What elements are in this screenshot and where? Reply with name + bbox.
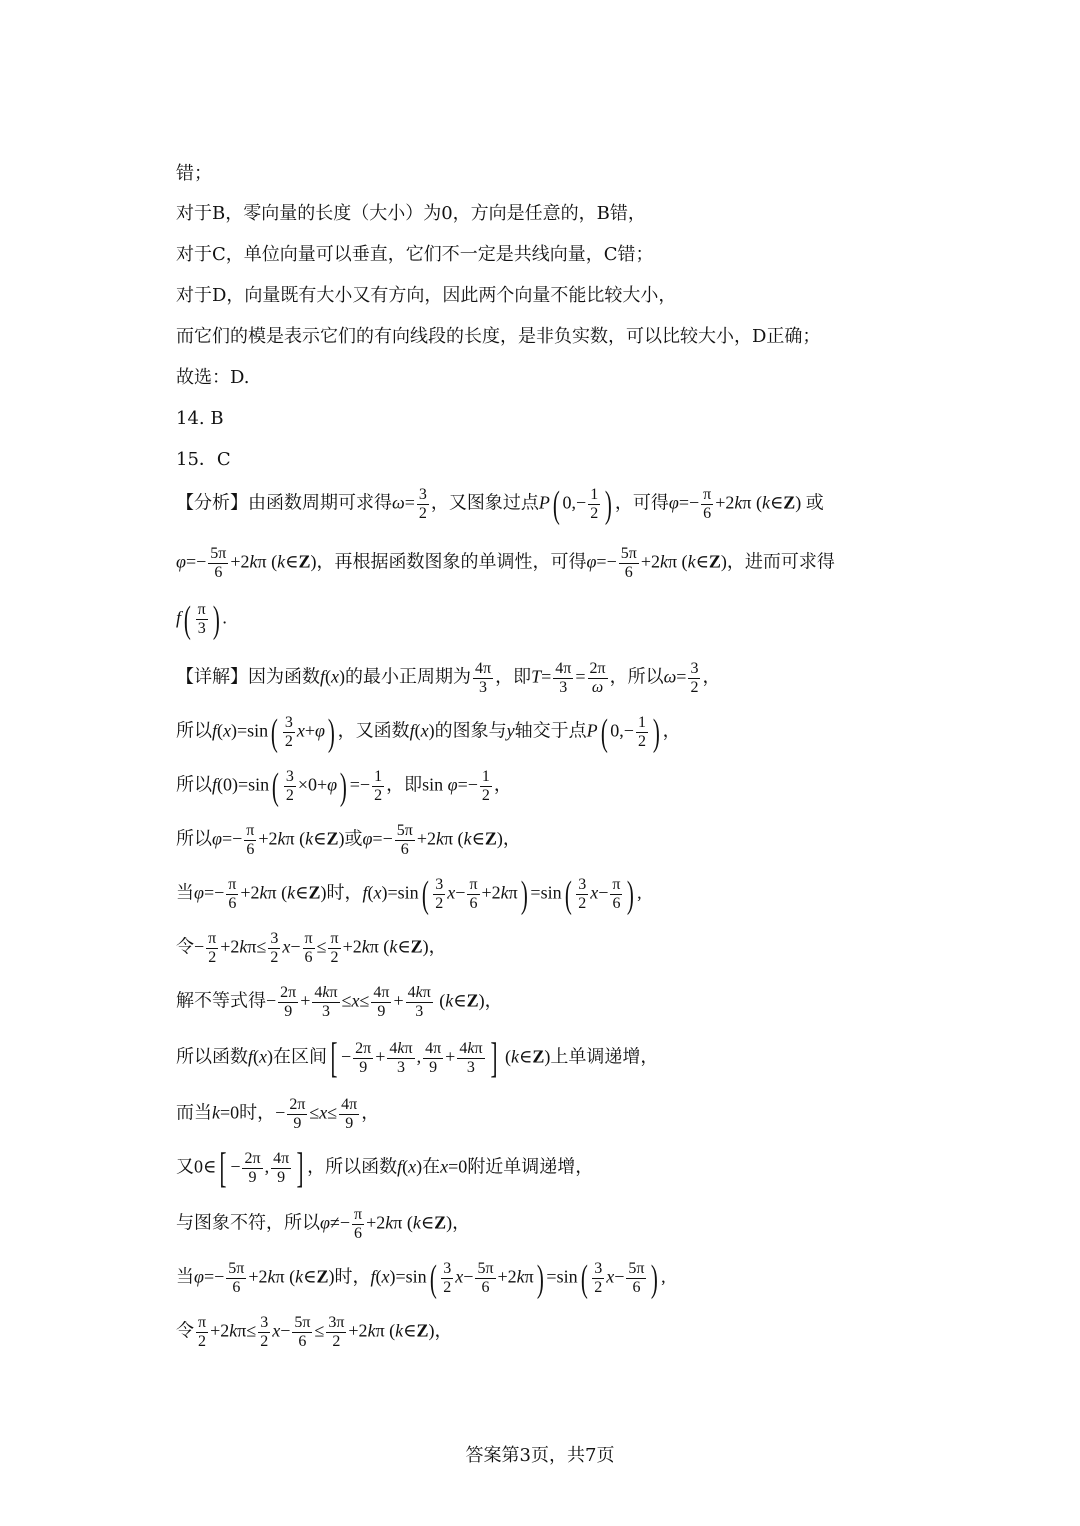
- detail-line-13: 令 $\frac{\pi}{2}$ +2kπ≤ $\frac{3}{2}$ x− $\frac{5\pi}{6}$ ≤ $\frac{3\pi}{2}$ +2kπ (k∈Z)，: [176, 1314, 453, 1350]
- line-text: 对于C，单位向量可以垂直，它们不一定是共线向量，C错；: [176, 244, 654, 265]
- detail-line-12: 当φ=− $\frac{5\pi}{6}$ +2kπ (k∈Z)时，f(x)=sin( $\frac{3}{2}$ x− $\frac{5\pi}{6}$ +2kπ) =sin( $\frac{3}{2}$ x− $\frac{5\pi}{6}$ ) ,: [176, 1257, 666, 1300]
- line-text: 错；: [176, 163, 212, 184]
- answer-14: [176, 407, 224, 431]
- text-line: [176, 284, 676, 308]
- text-line: [176, 325, 820, 349]
- line-text: 15．C: [176, 449, 231, 470]
- detail-line-6: 令− $\frac{\pi}{2}$ +2kπ≤ $\frac{3}{2}$ x− $\frac{\pi}{6}$ ≤ $\frac{\pi}{2}$ +2kπ (k∈Z)，: [176, 930, 447, 966]
- line-text: 对于D，向量既有大小又有方向，因此两个向量不能比较大小，: [176, 285, 677, 306]
- line-text: 14. B: [176, 408, 224, 429]
- answer-15: [176, 448, 231, 472]
- line-text: 对于B，零向量的长度（大小）为0，方向是任意的，B错，: [176, 203, 646, 224]
- detail-line-1: 【详解】因为函数f(x)的最小正周期为 $\frac{4\pi}{3}$ ，即T= $\frac{4\pi}{3}$ = $\frac{2\pi}{\omega}$ ，所以ω= $\frac{3}{2}$ ，: [176, 660, 721, 696]
- detail-line-5: 当φ=− $\frac{\pi}{6}$ +2kπ (k∈Z)时，f(x)=sin( $\frac{3}{2}$ x− $\frac{\pi}{6}$ +2kπ) =sin( $\frac{3}{2}$ x− $\frac{\pi}{6}$ ) ,: [176, 873, 642, 916]
- text-line: [176, 366, 250, 390]
- line-text: 故选：D.: [176, 367, 250, 388]
- detail-line-7: 解不等式得− $\frac{2\pi}{9}$ + $\frac{4k\pi}{3}$ ≤x≤ $\frac{4\pi}{9}$ + $\frac{4k\pi}{3}$ (k∈Z)，: [176, 984, 503, 1020]
- detail-tag: 【详解】: [176, 666, 248, 687]
- analysis-tag: 【分析】: [176, 492, 248, 513]
- detail-line-4: 所以φ=− $\frac{\pi}{6}$ +2kπ (k∈Z)或φ=− $\frac{5\pi}{6}$ +2kπ (k∈Z)，: [176, 822, 521, 858]
- analysis-line-3: f( $\frac{\pi}{3}$ ) .: [176, 598, 227, 641]
- detail-line-11: 与图象不符，所以φ≠− $\frac{\pi}{6}$ +2kπ (k∈Z)，: [176, 1206, 471, 1242]
- detail-line-8: 所以函数f(x)在区间[ − $\frac{2\pi}{9}$ + $\frac{4k\pi}{3}$ , $\frac{4\pi}{9}$ + $\frac{4k\pi}{3}$ ] (k∈Z)上单调递增，: [176, 1035, 659, 1082]
- text-line: [176, 162, 212, 186]
- text-line: [176, 202, 646, 226]
- line-text: 而它们的模是表示它们的有向线段的长度，是非负实数，可以比较大小，D正确；: [176, 326, 821, 347]
- detail-line-2: 所以f(x)=sin( $\frac{3}{2}$ x+φ) ，又函数f(x)的图象与y轴交于点P( 0,− $\frac{1}{2}$ ) ，: [176, 711, 681, 754]
- page-footer: 答案第3页，共7页: [465, 1445, 615, 1466]
- analysis-line-2: φ=− $\frac{5\pi}{6}$ +2kπ (k∈Z)，再根据函数图象的单调性，可得φ=− $\frac{5\pi}{6}$ +2kπ (k∈Z)，进而可求得: [176, 545, 835, 581]
- analysis-line-1: 【分析】由函数周期可求得ω= $\frac{3}{2}$ ，又图象过点P( 0,− $\frac{1}{2}$ ) ，可得φ=− $\frac{\pi}{6}$ +2kπ (k∈Z) 或: [176, 483, 824, 526]
- fraction: $\frac{3}{2}$: [418, 486, 427, 522]
- detail-line-10: 又0∈[ − $\frac{2\pi}{9}$ , $\frac{4\pi}{9}$ ] ，所以函数f(x)在x=0附近单调递增，: [176, 1145, 594, 1192]
- detail-line-3: 所以f(0)=sin( $\frac{3}{2}$ ×0+φ) =− $\frac{1}{2}$ ，即sin φ=− $\frac{1}{2}$ ，: [176, 765, 512, 808]
- text-line: [176, 243, 654, 267]
- detail-line-9: 而当k=0时，− $\frac{2\pi}{9}$ ≤x≤ $\frac{4\pi}{9}$ ，: [176, 1096, 380, 1132]
